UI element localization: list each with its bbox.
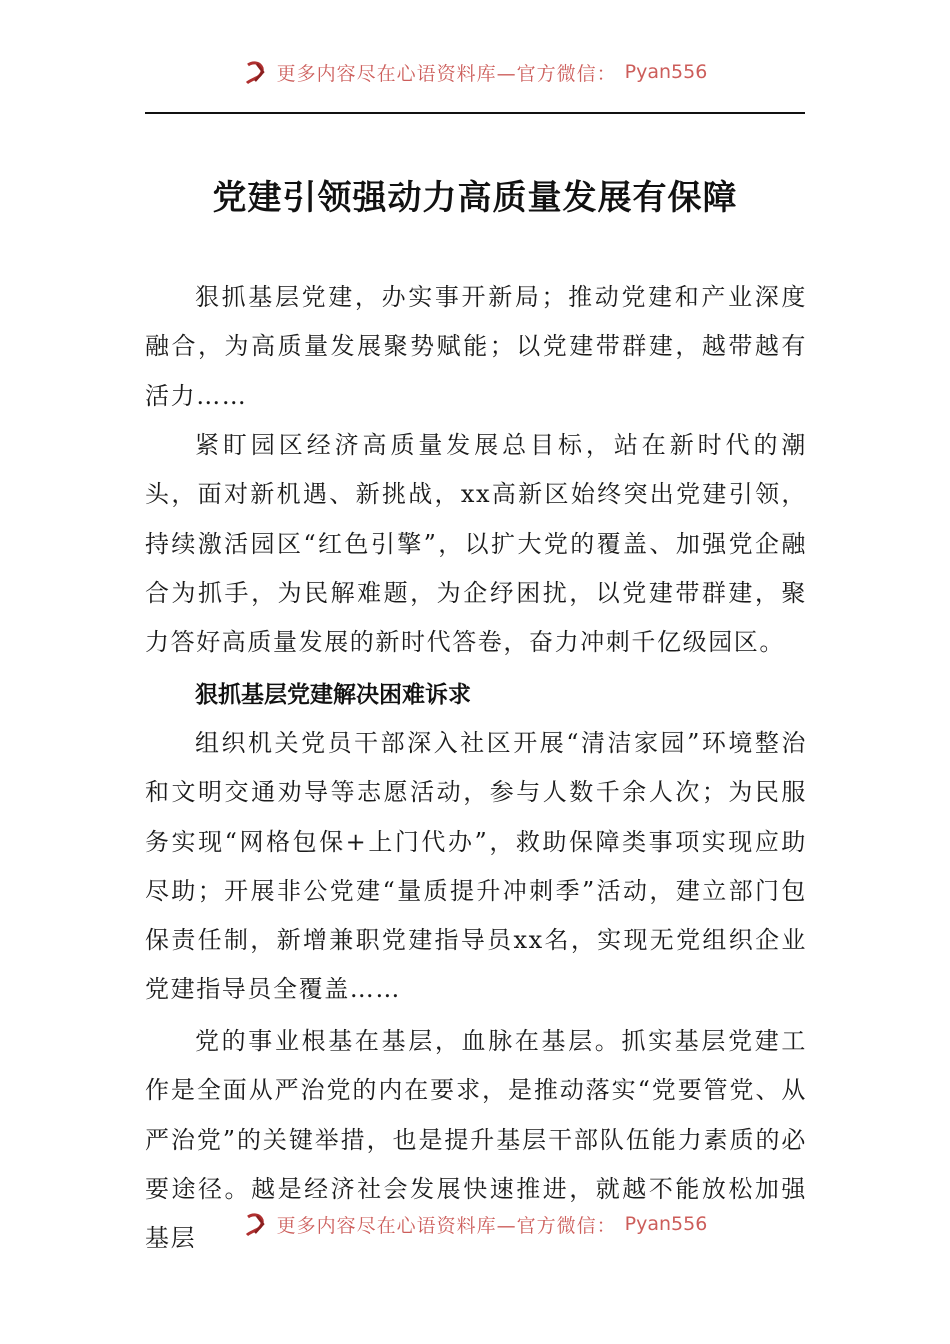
paragraph-overview: 紧盯园区经济高质量发展总目标，站在新时代的潮头，面对新机遇、新挑战，xx高新区始终突出党建引领，持续激活园区“红色引擎”，以扩大党的覆盖、加强党企融合为抓手，为民解难题，为企纾困扰，以党建带群建，聚力答好高质量发展的新时代答卷，奋力冲刺千亿级园区。	[145, 431, 807, 657]
watermark-text: 更多内容尽在心语资料库—官方微信：	[276, 62, 617, 85]
section-heading: 狠抓基层党建解决困难诉求	[195, 682, 471, 708]
watermark-logo-icon	[243, 1211, 269, 1237]
paragraph-section-1: 组织机关党员干部深入社区开展“清洁家园”环境整治和文明交通劝导等志愿活动，参与人数千余人次；为民服务实现“网格包保+上门代办”，救助保障类事项实现应助尽助；开展非公党建“量质提升冲刺季”活动，建立部门包保责任制，新增兼职党建指导员xx名，实现无党组织企业党建指导员全覆盖……	[145, 729, 807, 1004]
watermark-text: 更多内容尽在心语资料库—官方微信：	[276, 1214, 617, 1237]
watermark-wechat-id: Pyan556	[624, 61, 708, 83]
watermark-wechat-id: Pyan556	[624, 1213, 708, 1235]
header-divider	[145, 112, 805, 114]
footer-watermark	[0, 1208, 950, 1240]
header-watermark	[0, 56, 950, 88]
watermark-logo-icon	[243, 59, 269, 85]
paragraph-section-2: 党的事业根基在基层，血脉在基层。抓实基层党建工作是全面从严治党的内在要求，是推动落实“党要管党、从严治党”的关键举措，也是提升基层干部队伍能力素质的必要途径。越是经济社会发展快速推进，就越不能放松加强基层	[145, 1027, 807, 1253]
paragraph-intro: 狠抓基层党建，办实事开新局；推动党建和产业深度融合，为高质量发展聚势赋能；以党建带群建，越带越有活力……	[145, 283, 807, 410]
page-title: 党建引领强动力高质量发展有保障	[212, 178, 738, 218]
